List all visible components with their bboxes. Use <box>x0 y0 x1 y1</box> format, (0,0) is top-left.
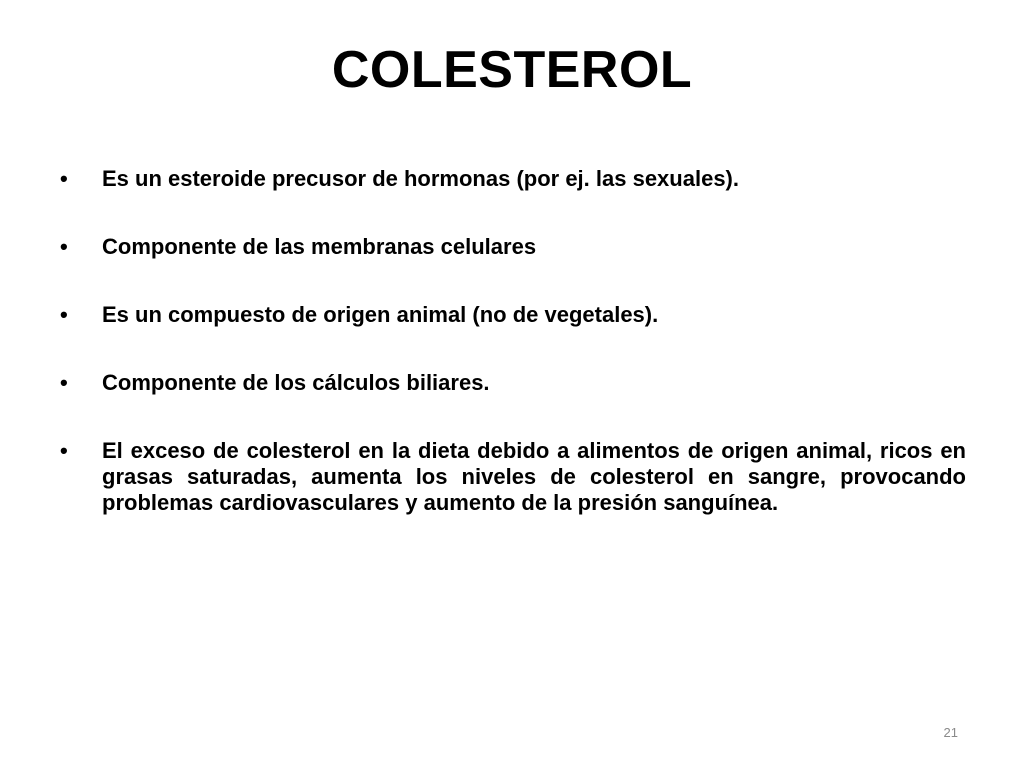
bullet-text: Es un esteroide precusor de hormonas (por ej. las sexuales). <box>102 166 739 191</box>
bullet-icon: • <box>60 370 68 395</box>
bullet-text: Componente de las membranas celulares <box>102 234 537 259</box>
bullet-icon: • <box>60 234 68 259</box>
bullet-icon: • <box>60 166 68 191</box>
bullet-icon: • <box>60 438 68 463</box>
bullet-list <box>60 166 966 558</box>
slide-title: COLESTEROL <box>331 41 693 99</box>
bullet-text: Es un compuesto de origen animal (no de vegetales). <box>102 302 659 327</box>
bullet-item <box>60 302 966 328</box>
bullet-item <box>60 438 966 516</box>
page-number: 21 <box>943 725 958 740</box>
bullet-text: El exceso de colesterol en la dieta debido a alimentos de origen animal, ricos en grasas saturadas, aumenta los niveles de colesterol en sangre, provocando problemas cardiovasculares y aumento de la presión sanguínea. <box>102 438 966 515</box>
bullet-item <box>60 166 966 192</box>
bullet-text: Componente de los cálculos biliares. <box>102 370 490 395</box>
bullet-icon: • <box>60 302 68 327</box>
bullet-item <box>60 370 966 396</box>
bullet-item <box>60 234 966 260</box>
